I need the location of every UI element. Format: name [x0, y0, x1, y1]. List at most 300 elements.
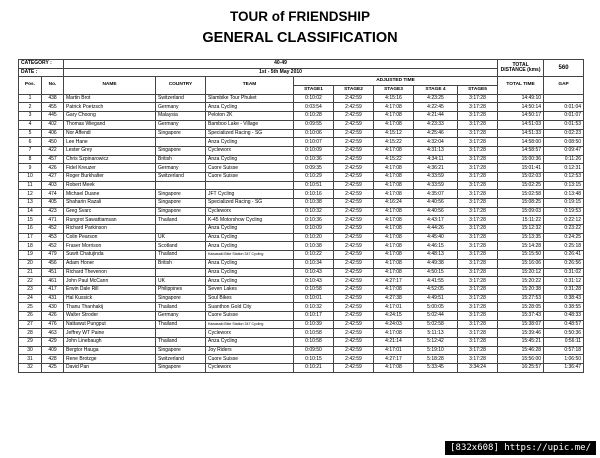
- team-cell: Cuore Suisse: [206, 311, 294, 320]
- team-cell: Cycleworx: [206, 146, 294, 155]
- stage4-cell: 5:12:42: [414, 338, 458, 347]
- no-cell: 452: [42, 225, 64, 234]
- total-time-cell: 15:27:53: [498, 294, 544, 303]
- stage2-cell: 2:42:59: [334, 311, 374, 320]
- team-cell: Anza Cycling: [206, 268, 294, 277]
- stage4-cell: 4:33:59: [414, 172, 458, 181]
- stage5-cell: 3:17:28: [458, 259, 498, 268]
- country-cell: Singapore: [156, 346, 206, 355]
- pos-cell: 31: [19, 355, 42, 364]
- table-row: [19, 155, 584, 164]
- total-time-cell: 15:01:41: [498, 164, 544, 173]
- stage1-cell: 0:10:01: [294, 294, 334, 303]
- table-row: [19, 294, 584, 303]
- stage2-cell: 2:42:59: [334, 103, 374, 112]
- country-cell: Scotland: [156, 242, 206, 251]
- team-cell: Cycleworx: [206, 329, 294, 338]
- total-time-cell: 15:09:03: [498, 207, 544, 216]
- country-cell: Thailand: [156, 251, 206, 260]
- stage3-cell: 4:17:08: [374, 190, 414, 199]
- pos-cell: 3: [19, 112, 42, 121]
- total-time-cell: 15:02:25: [498, 181, 544, 190]
- pos-cell: 15: [19, 216, 42, 225]
- no-cell: 438: [42, 94, 64, 103]
- no-cell: 455: [42, 103, 64, 112]
- table-row: [19, 120, 584, 129]
- total-time-cell: 14:51:03: [498, 120, 544, 129]
- gap-cell: 0:25:18: [544, 242, 584, 251]
- results-body: [19, 94, 584, 372]
- stage1-cell: 0:09:35: [294, 164, 334, 173]
- stage4-cell: 4:45:40: [414, 233, 458, 242]
- stage4-cell: 4:40:56: [414, 199, 458, 208]
- stage4-cell: 5:19:10: [414, 346, 458, 355]
- team-cell: Anza Cycling: [206, 103, 294, 112]
- table-row: [19, 346, 584, 355]
- pos-cell: 24: [19, 294, 42, 303]
- stage3-cell: 4:17:08: [374, 225, 414, 234]
- country-cell: [156, 329, 206, 338]
- name-cell: David Pan: [64, 364, 156, 373]
- stage2-cell: 2:42:59: [334, 120, 374, 129]
- stage2-cell: 2:42:59: [334, 285, 374, 294]
- stage5-cell: 3:17:28: [458, 277, 498, 286]
- team-cell: Anza Cycling: [206, 225, 294, 234]
- col-stage5: STAGE5: [458, 86, 498, 95]
- pos-cell: 8: [19, 155, 42, 164]
- stage1-cell: 0:10:20: [294, 233, 334, 242]
- team-cell: Suanthon Gold City: [206, 303, 294, 312]
- stage2-cell: 2:42:59: [334, 233, 374, 242]
- column-header-row: [19, 77, 584, 86]
- stage2-cell: 2:42:59: [334, 164, 374, 173]
- stage4-cell: 4:36:21: [414, 164, 458, 173]
- stage3-cell: 4:15:22: [374, 155, 414, 164]
- pos-cell: 29: [19, 338, 42, 347]
- stage4-cell: 4:44:26: [414, 225, 458, 234]
- stage4-cell: 4:23:25: [414, 94, 458, 103]
- stage2-cell: 2:42:59: [334, 259, 374, 268]
- country-cell: Singapore: [156, 294, 206, 303]
- country-cell: UK: [156, 277, 206, 286]
- country-cell: Thailand: [156, 320, 206, 329]
- gap-cell: 0:57:18: [544, 346, 584, 355]
- stage1-cell: 0:10:07: [294, 138, 334, 147]
- country-cell: Philippines: [156, 285, 206, 294]
- no-cell: 429: [42, 338, 64, 347]
- table-row: [19, 199, 584, 208]
- country-cell: Thailand: [156, 338, 206, 347]
- stage2-cell: 2:42:59: [334, 172, 374, 181]
- total-time-cell: 15:16:06: [498, 259, 544, 268]
- gap-cell: 0:09:47: [544, 146, 584, 155]
- pos-cell: 25: [19, 303, 42, 312]
- stage1-cell: 0:10:09: [294, 225, 334, 234]
- stage3-cell: 4:17:08: [374, 268, 414, 277]
- table-row: [19, 103, 584, 112]
- country-cell: Malaysia: [156, 112, 206, 121]
- table-row: [19, 329, 584, 338]
- stage4-cell: 4:48:13: [414, 251, 458, 260]
- col-stage2: STAGE2: [334, 86, 374, 95]
- stage1-cell: 0:10:36: [294, 155, 334, 164]
- pos-cell: 26: [19, 311, 42, 320]
- table-row: [19, 181, 584, 190]
- stage2-cell: 2:42:59: [334, 329, 374, 338]
- table-row: [19, 259, 584, 268]
- team-cell: Cycleworx: [206, 207, 294, 216]
- total-time-cell: 15:15:50: [498, 251, 544, 260]
- category-label: CATEGORY :: [19, 60, 64, 69]
- stage3-cell: 4:17:08: [374, 103, 414, 112]
- team-cell: Kawasaki Bike Station 347 Cycling: [206, 320, 294, 329]
- stage1-cell: 0:10:51: [294, 181, 334, 190]
- no-cell: 430: [42, 303, 64, 312]
- gap-cell: 0:02:23: [544, 129, 584, 138]
- total-time-cell: 15:13:35: [498, 233, 544, 242]
- name-cell: Nattawut Pungput: [64, 320, 156, 329]
- stage2-cell: 2:42:59: [334, 146, 374, 155]
- country-cell: Germany: [156, 164, 206, 173]
- pos-cell: 12: [19, 190, 42, 199]
- stage1-cell: 0:03:54: [294, 103, 334, 112]
- no-cell: 463: [42, 329, 64, 338]
- gap-cell: 0:08:50: [544, 138, 584, 147]
- stage5-cell: 3:17:28: [458, 103, 498, 112]
- stage1-cell: 0:10:34: [294, 259, 334, 268]
- pos-cell: 9: [19, 164, 42, 173]
- gap-cell: 0:01:53: [544, 120, 584, 129]
- country-cell: Singapore: [156, 199, 206, 208]
- stage4-cell: 4:25:46: [414, 129, 458, 138]
- name-cell: Lester Grey: [64, 146, 156, 155]
- stage1-cell: 0:10:15: [294, 355, 334, 364]
- stage2-cell: 2:42:59: [334, 303, 374, 312]
- stage2-cell: 2:42:59: [334, 216, 374, 225]
- stage4-cell: 5:11:13: [414, 329, 458, 338]
- team-cell: Anza Cycling: [206, 259, 294, 268]
- pos-cell: 27: [19, 320, 42, 329]
- stage4-cell: 4:41:55: [414, 277, 458, 286]
- team-cell: Joy Riders: [206, 346, 294, 355]
- pos-cell: 5: [19, 129, 42, 138]
- country-cell: Singapore: [156, 190, 206, 199]
- no-cell: 476: [42, 320, 64, 329]
- stage3-cell: 4:17:08: [374, 164, 414, 173]
- country-cell: British: [156, 155, 206, 164]
- country-cell: [156, 138, 206, 147]
- total-time-cell: 15:00:36: [498, 155, 544, 164]
- stage2-cell: 2:42:59: [334, 364, 374, 373]
- gap-cell: 1:36:47: [544, 364, 584, 373]
- stage2-cell: 2:42:59: [334, 242, 374, 251]
- team-cell: K-45 Motorshow Cycling: [206, 216, 294, 225]
- no-cell: 471: [42, 216, 64, 225]
- stage4-cell: 5:02:58: [414, 320, 458, 329]
- no-cell: 452: [42, 242, 64, 251]
- stage3-cell: 4:17:08: [374, 259, 414, 268]
- stage3-cell: 4:27:38: [374, 294, 414, 303]
- table-row: [19, 172, 584, 181]
- stage1-cell: 0:10:02: [294, 94, 334, 103]
- gap-cell: 0:22:12: [544, 216, 584, 225]
- stage1-cell: 0:10:39: [294, 320, 334, 329]
- stage5-cell: 3:17:28: [458, 346, 498, 355]
- total-time-cell: 15:02:03: [498, 172, 544, 181]
- stage1-cell: 0:10:58: [294, 285, 334, 294]
- team-cell: Kawasaki Bike Station 347 Cycling: [206, 251, 294, 260]
- name-cell: Suwit Chatujinda: [64, 251, 156, 260]
- stage4-cell: 4:52:05: [414, 285, 458, 294]
- stage5-cell: 3:34:24: [458, 364, 498, 373]
- stage4-cell: 4:32:04: [414, 138, 458, 147]
- stage2-cell: 2:42:59: [334, 138, 374, 147]
- name-cell: Shaharin Razali: [64, 199, 156, 208]
- pos-cell: 13: [19, 199, 42, 208]
- gap-cell: 0:13:48: [544, 190, 584, 199]
- stage5-cell: 3:17:28: [458, 294, 498, 303]
- stage5-cell: 3:17:28: [458, 172, 498, 181]
- stage1-cell: 0:10:17: [294, 311, 334, 320]
- total-time-cell: 15:28:05: [498, 303, 544, 312]
- stage1-cell: 0:10:32: [294, 303, 334, 312]
- name-cell: John Paul McCann: [64, 277, 156, 286]
- pos-cell: 11: [19, 181, 42, 190]
- table-row: [19, 303, 584, 312]
- gap-cell: 0:01:07: [544, 112, 584, 121]
- country-cell: Singapore: [156, 146, 206, 155]
- no-cell: 451: [42, 268, 64, 277]
- title-line-1: TOUR of FRIENDSHIP: [229, 9, 370, 24]
- stage4-cell: 5:02:44: [414, 311, 458, 320]
- stage5-cell: 3:17:28: [458, 303, 498, 312]
- stage2-cell: 2:42:59: [334, 338, 374, 347]
- stage2-cell: 2:42:59: [334, 94, 374, 103]
- table-row: [19, 138, 584, 147]
- name-cell: Gary Choong: [64, 112, 156, 121]
- stage4-cell: 4:43:17: [414, 216, 458, 225]
- col-country: COUNTRY: [156, 77, 206, 94]
- total-time-cell: 16:25:57: [498, 364, 544, 373]
- team-cell: Specialized Racing - SG: [206, 199, 294, 208]
- table-row: [19, 216, 584, 225]
- stage3-cell: 4:24:15: [374, 311, 414, 320]
- gap-cell: 0:12:53: [544, 172, 584, 181]
- table-row: [19, 311, 584, 320]
- stage3-cell: 4:16:24: [374, 199, 414, 208]
- stage5-cell: 3:17:28: [458, 285, 498, 294]
- gap-cell: 0:50:36: [544, 329, 584, 338]
- name-cell: Michael Duane: [64, 190, 156, 199]
- table-row: [19, 164, 584, 173]
- stage3-cell: 4:17:08: [374, 285, 414, 294]
- date-value: 1st - 5th May 2010: [64, 68, 498, 77]
- stage4-cell: 4:22:45: [414, 103, 458, 112]
- table-row: [19, 225, 584, 234]
- no-cell: 405: [42, 199, 64, 208]
- country-cell: Germany: [156, 311, 206, 320]
- stage4-cell: 4:49:38: [414, 259, 458, 268]
- team-cell: Soul Bikes: [206, 294, 294, 303]
- table-row: [19, 129, 584, 138]
- stage3-cell: 4:21:14: [374, 338, 414, 347]
- stage3-cell: 4:15:22: [374, 138, 414, 147]
- stage2-cell: 2:42:59: [334, 112, 374, 121]
- total-time-cell: 15:38:07: [498, 320, 544, 329]
- country-cell: Singapore: [156, 129, 206, 138]
- name-cell: Nor Affendi: [64, 129, 156, 138]
- gap-cell: 0:01:04: [544, 103, 584, 112]
- table-row: [19, 268, 584, 277]
- pos-cell: 23: [19, 285, 42, 294]
- no-cell: 474: [42, 190, 64, 199]
- total-distance-value: 560: [544, 60, 584, 77]
- country-cell: British: [156, 259, 206, 268]
- total-time-cell: 14:50:14: [498, 103, 544, 112]
- stage2-cell: 2:42:59: [334, 129, 374, 138]
- no-cell: 431: [42, 294, 64, 303]
- stage5-cell: 3:17:28: [458, 233, 498, 242]
- total-time-cell: 15:46:28: [498, 346, 544, 355]
- stage2-cell: 2:42:59: [334, 190, 374, 199]
- pos-cell: 10: [19, 172, 42, 181]
- stage2-cell: 2:42:59: [334, 294, 374, 303]
- pos-cell: 4: [19, 120, 42, 129]
- gap-cell: 1:06:50: [544, 355, 584, 364]
- no-cell: 426: [42, 311, 64, 320]
- pos-cell: 16: [19, 225, 42, 234]
- col-total-time: TOTAL TIME: [498, 77, 544, 94]
- pos-cell: 17: [19, 233, 42, 242]
- name-cell: Thomas Wiegand: [64, 120, 156, 129]
- country-cell: Singapore: [156, 364, 206, 373]
- country-cell: Thailand: [156, 216, 206, 225]
- stage1-cell: 0:10:06: [294, 129, 334, 138]
- stage1-cell: 0:10:43: [294, 268, 334, 277]
- gap-cell: 0:24:25: [544, 233, 584, 242]
- country-cell: Thailand: [156, 303, 206, 312]
- stage2-cell: 2:42:59: [334, 268, 374, 277]
- table-row: [19, 94, 584, 103]
- no-cell: 428: [42, 355, 64, 364]
- name-cell: Walter Stroder: [64, 311, 156, 320]
- name-cell: Jeffrey WT Paine: [64, 329, 156, 338]
- pos-cell: 19: [19, 251, 42, 260]
- table-row: [19, 190, 584, 199]
- table-row: [19, 320, 584, 329]
- team-cell: Anza Cycling: [206, 155, 294, 164]
- team-cell: Anza Cycling: [206, 138, 294, 147]
- total-time-cell: 15:37:43: [498, 311, 544, 320]
- col-gap: GAP: [544, 77, 584, 94]
- name-cell: Rungrot Sawattiamsan: [64, 216, 156, 225]
- stage5-cell: 3:17:28: [458, 355, 498, 364]
- stage5-cell: 3:17:28: [458, 155, 498, 164]
- stage3-cell: 4:17:08: [374, 364, 414, 373]
- stage4-cell: 4:50:15: [414, 268, 458, 277]
- total-time-cell: 15:20:12: [498, 268, 544, 277]
- pos-cell: 28: [19, 329, 42, 338]
- stage1-cell: 0:09:55: [294, 120, 334, 129]
- table-row: [19, 364, 584, 373]
- stage2-cell: 2:42:59: [334, 277, 374, 286]
- col-adjusted-time: ADJUSTED TIME: [294, 77, 498, 86]
- gap-cell: 0:38:43: [544, 294, 584, 303]
- no-cell: 403: [42, 181, 64, 190]
- gap-cell: 0:56:11: [544, 338, 584, 347]
- team-cell: Cuore Suisse: [206, 164, 294, 173]
- team-cell: Anza Cycling: [206, 242, 294, 251]
- stage1-cell: 0:10:58: [294, 338, 334, 347]
- stage4-cell: 5:18:28: [414, 355, 458, 364]
- stage1-cell: 0:10:43: [294, 277, 334, 286]
- name-cell: Greg Svarc: [64, 207, 156, 216]
- name-cell: Martin Brot: [64, 94, 156, 103]
- name-cell: Robert Meek: [64, 181, 156, 190]
- stage4-cell: 4:46:15: [414, 242, 458, 251]
- country-cell: [156, 225, 206, 234]
- name-cell: Rene Brotzge: [64, 355, 156, 364]
- stage3-cell: 4:17:08: [374, 120, 414, 129]
- country-cell: Switzerland: [156, 355, 206, 364]
- gap-cell: 0:12:31: [544, 164, 584, 173]
- table-row: [19, 207, 584, 216]
- stage3-cell: 4:27:17: [374, 355, 414, 364]
- team-cell: [206, 181, 294, 190]
- no-cell: 417: [42, 285, 64, 294]
- stage5-cell: 3:17:28: [458, 329, 498, 338]
- team-cell: Specialized Racing - SG: [206, 129, 294, 138]
- stage5-cell: 3:17:28: [458, 311, 498, 320]
- team-cell: Anza Cycling: [206, 338, 294, 347]
- stage5-cell: 3:17:28: [458, 242, 498, 251]
- total-time-cell: 15:45:21: [498, 338, 544, 347]
- pos-cell: 30: [19, 346, 42, 355]
- table-row: [19, 355, 584, 364]
- country-cell: Switzerland: [156, 94, 206, 103]
- pos-cell: 32: [19, 364, 42, 373]
- total-time-cell: 15:02:58: [498, 190, 544, 199]
- no-cell: 453: [42, 233, 64, 242]
- stage2-cell: 2:42:59: [334, 320, 374, 329]
- stage1-cell: 0:10:09: [294, 146, 334, 155]
- no-cell: 423: [42, 207, 64, 216]
- stage2-cell: 2:42:59: [334, 251, 374, 260]
- stage4-cell: 4:40:56: [414, 207, 458, 216]
- pos-cell: 21: [19, 268, 42, 277]
- country-cell: UK: [156, 233, 206, 242]
- total-time-cell: 15:14:28: [498, 242, 544, 251]
- total-time-cell: 14:49:10: [498, 94, 544, 103]
- pos-cell: 2: [19, 103, 42, 112]
- no-cell: 445: [42, 112, 64, 121]
- pos-cell: 18: [19, 242, 42, 251]
- stage1-cell: 0:10:38: [294, 242, 334, 251]
- gap-cell: 0:26:41: [544, 251, 584, 260]
- pos-cell: 14: [19, 207, 42, 216]
- stage3-cell: 4:17:08: [374, 329, 414, 338]
- category-value: 40-49: [64, 60, 498, 69]
- stage2-cell: 2:42:59: [334, 207, 374, 216]
- total-distance-label: TOTAL DISTANCE (kms): [498, 60, 544, 77]
- stage5-cell: 3:17:28: [458, 190, 498, 199]
- team-cell: Bamboo Lake - Village: [206, 120, 294, 129]
- stage4-cell: 4:49:51: [414, 294, 458, 303]
- stage3-cell: 4:17:08: [374, 207, 414, 216]
- name-cell: Bergtor Hauga: [64, 346, 156, 355]
- stage2-cell: 2:42:59: [334, 181, 374, 190]
- stage3-cell: 4:17:08: [374, 216, 414, 225]
